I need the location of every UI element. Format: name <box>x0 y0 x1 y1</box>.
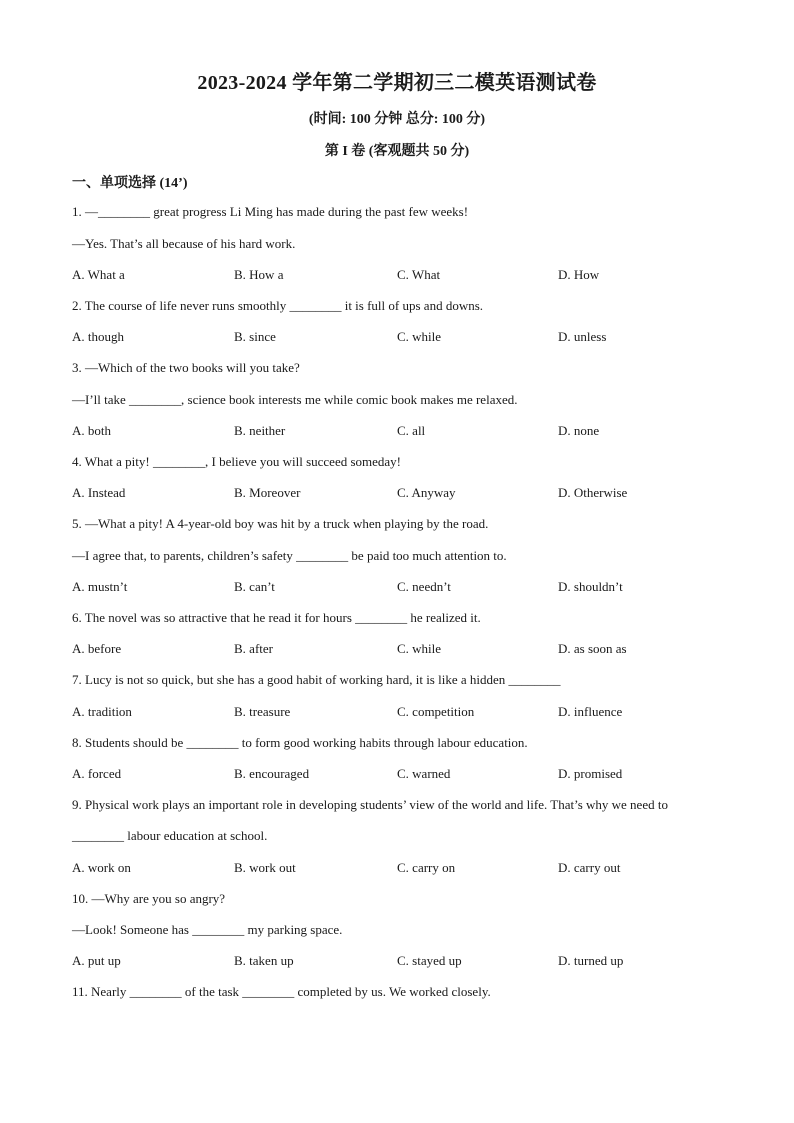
exam-title: 2023-2024 学年第二学期初三二模英语测试卷 <box>197 72 597 94</box>
question-2-line-1: 2. The course of life never runs smoothly ________ it is full of ups and downs. <box>72 298 484 313</box>
question-6-options <box>72 640 732 658</box>
question-5-option-b: B. can’t <box>234 579 275 594</box>
question-11-line-1: 11. Nearly ________ of the task ________ completed by us. We worked closely. <box>72 984 491 999</box>
question-2-option-d: D. unless <box>558 329 607 344</box>
question-7-option-d: D. influence <box>558 704 623 719</box>
question-10-option-d: D. turned up <box>558 953 624 968</box>
question-3-option-d: D. none <box>558 423 600 438</box>
question-2-options <box>72 328 732 346</box>
question-10-line-2: —Look! Someone has ________ my parking space. <box>72 922 343 937</box>
question-1-options <box>72 266 732 284</box>
question-4-line-1: 4. What a pity! ________, I believe you will succeed someday! <box>72 454 402 469</box>
question-6-option-a: A. before <box>72 641 122 656</box>
question-8-options <box>72 765 732 783</box>
question-5-options <box>72 578 732 596</box>
question-3-line-2: —I’ll take ________, science book interests me while comic book makes me relaxed. <box>72 392 518 407</box>
question-1-option-b: B. How a <box>234 267 284 282</box>
question-7-options <box>72 703 732 721</box>
question-10-option-a: A. put up <box>72 953 121 968</box>
question-7-option-b: B. treasure <box>234 704 291 719</box>
question-2-option-c: C. while <box>397 329 442 344</box>
question-8-option-b: B. encouraged <box>234 766 310 781</box>
question-7-line-1: 7. Lucy is not so quick, but she has a good habit of working hard, it is like a hidden ________ <box>72 672 561 687</box>
question-7-option-c: C. competition <box>397 704 475 719</box>
question-5-option-a: A. mustn’t <box>72 579 128 594</box>
question-5-option-d: D. shouldn’t <box>558 579 623 594</box>
question-9-option-b: B. work out <box>234 860 296 875</box>
question-5-line-2: —I agree that, to parents, children’s safety ________ be paid too much attention to. <box>72 548 507 563</box>
question-9-option-d: D. carry out <box>558 860 621 875</box>
question-2-option-a: A. though <box>72 329 124 344</box>
question-6-option-d: D. as soon as <box>558 641 627 656</box>
question-4-option-c: C. Anyway <box>397 485 456 500</box>
question-10-options <box>72 952 732 970</box>
question-6-option-c: C. while <box>397 641 442 656</box>
question-6-option-b: B. after <box>234 641 273 656</box>
question-6-line-1: 6. The novel was so attractive that he read it for hours ________ he realized it. <box>72 610 481 625</box>
question-9-options <box>72 859 732 877</box>
question-3-option-a: A. both <box>72 423 111 438</box>
question-1-line-2: —Yes. That’s all because of his hard work. <box>72 236 296 251</box>
question-9-option-a: A. work on <box>72 860 131 875</box>
question-4-options <box>72 484 732 502</box>
question-9-option-c: C. carry on <box>397 860 456 875</box>
question-1-line-1: 1. —________ great progress Li Ming has made during the past few weeks! <box>72 204 469 219</box>
question-2-option-b: B. since <box>234 329 276 344</box>
question-10-line-1: 10. —Why are you so angry? <box>72 891 226 906</box>
question-5-option-c: C. needn’t <box>397 579 451 594</box>
question-5-line-1: 5. —What a pity! A 4-year-old boy was hit by a truck when playing by the road. <box>72 516 489 531</box>
question-9-line-1: 9. Physical work plays an important role in developing students’ view of the world and life. That’s why we need to <box>72 797 668 812</box>
question-4-option-b: B. Moreover <box>234 485 301 500</box>
question-1-option-d: D. How <box>558 267 600 282</box>
question-4-option-a: A. Instead <box>72 485 126 500</box>
question-7-option-a: A. tradition <box>72 704 132 719</box>
question-1-option-a: A. What a <box>72 267 125 282</box>
question-3-option-b: B. neither <box>234 423 286 438</box>
exam-time-score: (时间: 100 分钟 总分: 100 分) <box>308 112 486 127</box>
question-8-option-a: A. forced <box>72 766 122 781</box>
question-8-line-1: 8. Students should be ________ to form good working habits through labour education. <box>72 735 528 750</box>
question-10-option-c: C. stayed up <box>397 953 462 968</box>
volume-heading: 第 I 卷 (客观题共 50 分) <box>324 144 470 159</box>
question-9-line-2: ________ labour education at school. <box>72 828 268 843</box>
question-8-option-d: D. promised <box>558 766 623 781</box>
question-4-option-d: D. Otherwise <box>558 485 628 500</box>
question-10-option-b: B. taken up <box>234 953 294 968</box>
question-3-options <box>72 422 732 440</box>
question-8-option-c: C. warned <box>397 766 451 781</box>
section-heading: 一、单项选择 (14’) <box>72 176 188 191</box>
question-1-option-c: C. What <box>397 267 441 282</box>
question-3-option-c: C. all <box>397 423 426 438</box>
question-3-line-1: 3. —Which of the two books will you take? <box>72 360 300 375</box>
